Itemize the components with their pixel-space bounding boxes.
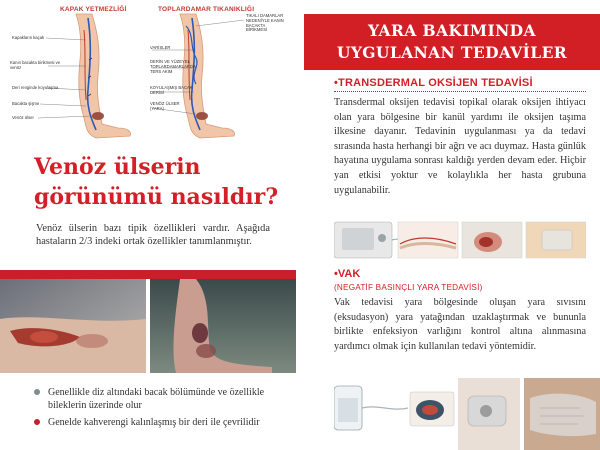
leg-vein-diagram bbox=[0, 0, 296, 142]
diagram-label: KOYULAŞMIŞ BACAK DERİSİ bbox=[150, 85, 193, 95]
bullet-dot-icon bbox=[34, 389, 40, 395]
right-panel bbox=[304, 0, 600, 450]
diagram-title-valve-insufficiency: KAPAK YETMEZLİĞİ bbox=[60, 6, 127, 13]
banner-line-1: YARA BAKIMINDA bbox=[368, 21, 536, 40]
banner-line-2: UYGULANAN TEDAVİLER bbox=[336, 43, 568, 62]
treatments-banner bbox=[304, 14, 600, 70]
vak-images bbox=[334, 378, 600, 450]
transdermal-heading: •TRANSDERMAL OKSİJEN TEDAVİSİ bbox=[334, 77, 533, 89]
list-item bbox=[34, 386, 274, 412]
negative-pressure-illustration bbox=[334, 378, 600, 450]
section-title: Venöz ülserin görünümü nasıldır? bbox=[34, 154, 279, 210]
transdermal-paragraph: Transdermal oksijen tedavisi topikal olarak oksijen ihtiyacı olan yara bölgesine bir kanül yardımı ile oksijen taşıma ilkesine dayanır. Tedavinin uygulanması ya da tedavi sırasında hasta herhangi bir ağrı ve acı duymaz. Hasta günlük hayatına uygulama sonrası kaldığı yerden devam eder. Hiçbir yan etkisi yoktur ve kolaylıkla her hasta grubuna uygulanabilir. bbox=[334, 97, 586, 196]
diagram-label: Deri renginde koyulaşma bbox=[12, 85, 59, 90]
transdermal-images bbox=[334, 218, 586, 264]
diagram-title-vein-occlusion: TOPLARDAMAR TIKANIKLIĞI bbox=[158, 6, 255, 13]
diagram-label: Bacakta şişme bbox=[12, 101, 40, 106]
divider bbox=[334, 91, 586, 92]
venous-ulcer-photos bbox=[0, 279, 296, 373]
oxygen-therapy-illustration bbox=[334, 218, 586, 264]
left-panel bbox=[0, 0, 296, 450]
ulcer-photo-pair bbox=[0, 279, 296, 373]
intro-paragraph: Venöz ülserin bazı tipik özellikleri vardır. Aşağıda hastaların 2/3 indeki ortak özellikler tanımlanmıştır. bbox=[36, 223, 270, 248]
list-item-text: Genelde kahverengi kalınlaşmış bir deri ile çevrilidir bbox=[48, 417, 260, 428]
vak-paragraph: Vak tedavisi yara bölgesinde oluşan yara sıvısını (eksudasyon) yara yatağından uzaklaştırmak ve bununla birlikte enfeksiyon varlığını kontrol altına alınmasına yardımcı olmak için kullanılan tedavi yöntemidir. bbox=[334, 297, 586, 352]
diagram-label: TIKALI DAMARLAR NEDENİYLE KANIN BACAKTA BİRİKMESİ bbox=[246, 13, 284, 33]
bullet-dot-icon bbox=[34, 419, 40, 425]
diagram-label: VARİSLER bbox=[150, 45, 171, 50]
diagram-label: VENÖZ ÜLSER (YARA) bbox=[150, 101, 180, 111]
diagram-label: DERİN VE YÜZEYEL TOPLARDAMARLARDA TERS AKIM bbox=[150, 59, 196, 74]
list-item bbox=[34, 416, 274, 429]
vak-heading: •VAK bbox=[334, 268, 361, 280]
characteristics-list bbox=[34, 386, 274, 433]
diagram-label: Venöz ülser bbox=[12, 115, 34, 120]
decorative-band bbox=[0, 270, 296, 279]
vak-subtitle: (NEGATİF BASINÇLI YARA TEDAVİSİ) bbox=[334, 283, 483, 292]
diagram-label: Kanın bacakta birikmesi ve venöz bbox=[10, 60, 61, 70]
diagram-label: Kapakların kaçak bbox=[12, 35, 45, 40]
list-item-text: Genellikle diz altındaki bacak bölümünde ve özellikle bileklerin üzerinde olur bbox=[48, 387, 265, 411]
